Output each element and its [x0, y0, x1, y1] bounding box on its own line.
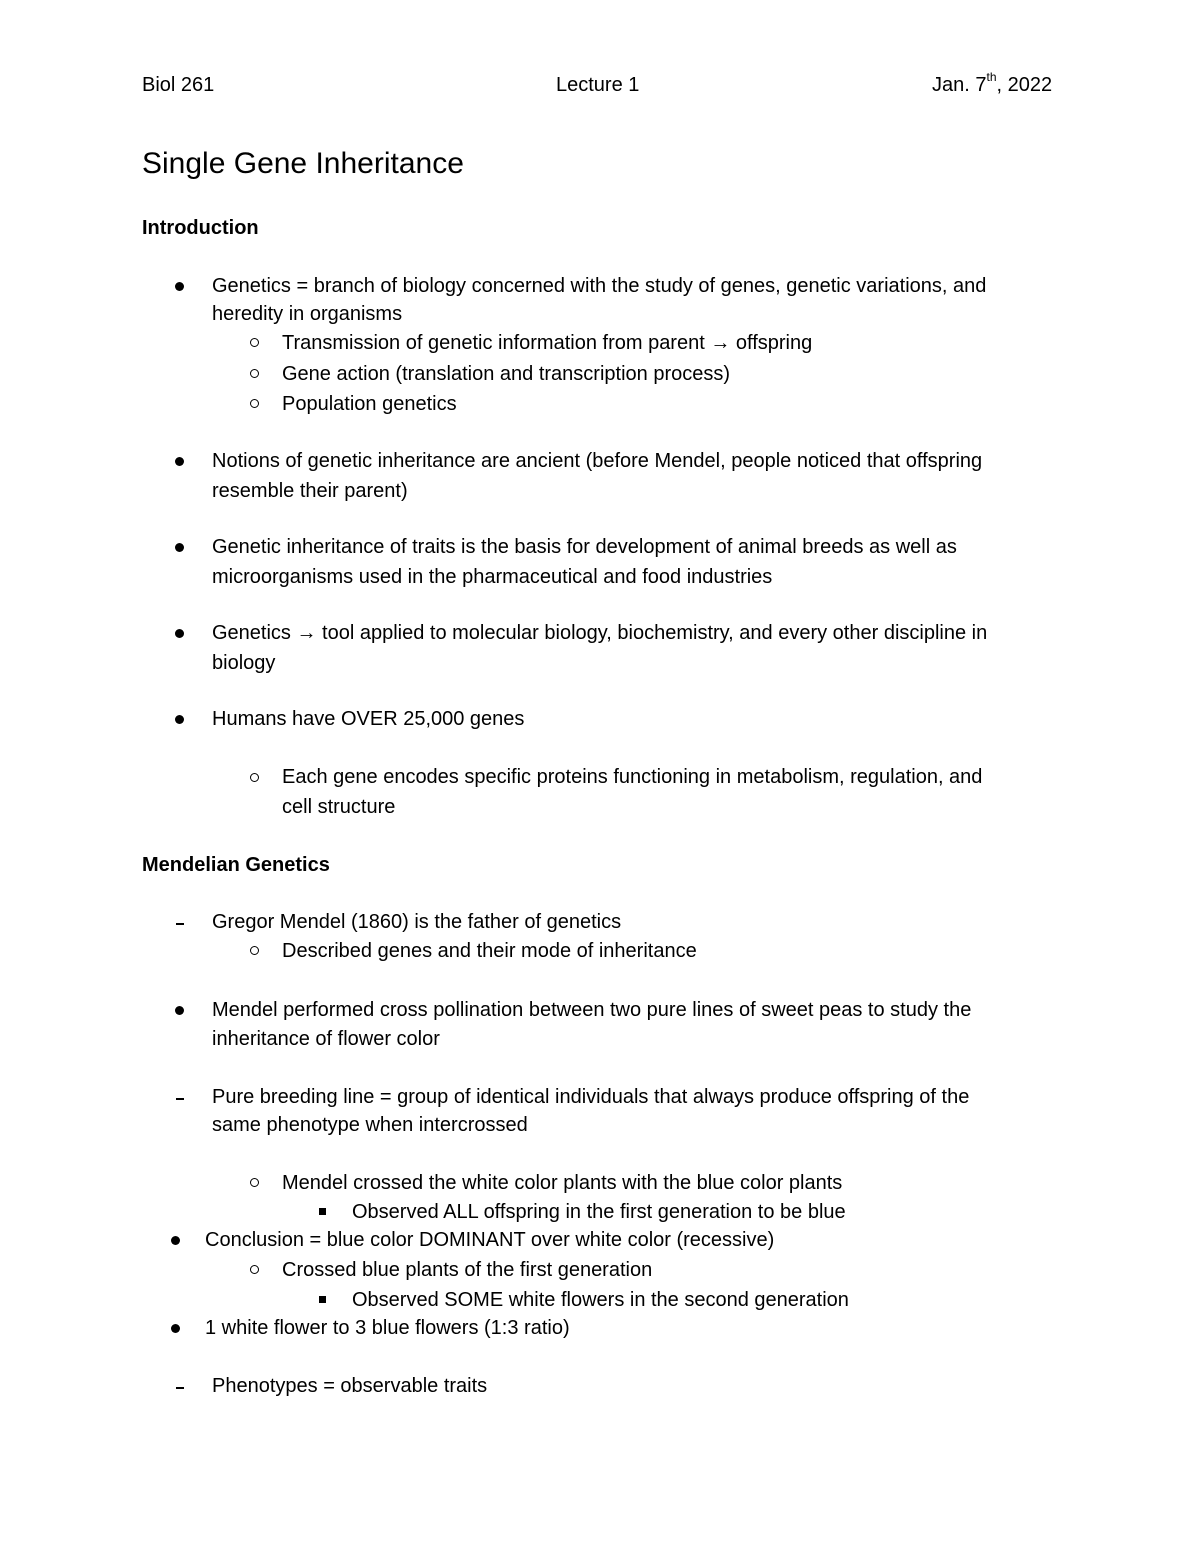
bullet-icon — [175, 715, 184, 724]
section-heading-introduction: Introduction — [142, 217, 259, 239]
list-item: Notions of genetic inheritance are ancient (before Mendel, people noticed that offspring — [212, 450, 983, 472]
list-item: Crossed blue plants of the first generation — [282, 1259, 653, 1281]
list-item: Each gene encodes specific proteins functioning in metabolism, regulation, and — [282, 766, 983, 788]
list-item: Humans have OVER 25,000 genes — [212, 708, 525, 730]
dash-bullet-icon — [176, 1387, 184, 1389]
course-code: Biol 261 — [142, 74, 215, 96]
bullet-icon — [175, 1006, 184, 1015]
dash-bullet-icon — [176, 923, 184, 925]
page-title: Single Gene Inheritance — [142, 147, 464, 180]
list-item: Described genes and their mode of inheritance — [282, 940, 697, 962]
list-item: Population genetics — [282, 393, 457, 415]
section-heading-mendelian-genetics: Mendelian Genetics — [142, 854, 330, 876]
list-item: Genetic inheritance of traits is the basis for development of animal breeds as well as — [212, 536, 957, 558]
sub-bullet-icon — [250, 338, 259, 347]
lecture-date: Jan. 7th, 2022 — [932, 70, 1053, 96]
sub-bullet-icon — [250, 946, 259, 955]
list-item: Observed SOME white flowers in the second generation — [352, 1289, 849, 1311]
list-item: same phenotype when intercrossed — [212, 1114, 528, 1136]
list-item: Mendel crossed the white color plants with the blue color plants — [282, 1172, 843, 1194]
sub-bullet-icon — [250, 1265, 259, 1274]
square-bullet-icon — [319, 1296, 326, 1303]
list-item: Mendel performed cross pollination between two pure lines of sweet peas to study the — [212, 999, 972, 1021]
lecture-number: Lecture 1 — [556, 74, 640, 96]
bullet-icon — [175, 543, 184, 552]
bullet-icon — [175, 282, 184, 291]
list-item: Conclusion = blue color DOMINANT over white color (recessive) — [205, 1229, 775, 1251]
square-bullet-icon — [319, 1208, 326, 1215]
list-item: 1 white flower to 3 blue flowers (1:3 ratio) — [205, 1317, 570, 1339]
list-item: Observed ALL offspring in the first generation to be blue — [352, 1201, 846, 1223]
list-item: heredity in organisms — [212, 303, 403, 325]
list-item: Genetics = branch of biology concerned with the study of genes, genetic variations, and — [212, 275, 987, 297]
bullet-icon — [171, 1236, 180, 1245]
list-item: cell structure — [282, 796, 396, 818]
list-item: biology — [212, 652, 276, 674]
list-item: Phenotypes = observable traits — [212, 1375, 488, 1397]
list-item: Transmission of genetic information from parent → offspring — [282, 332, 813, 354]
list-item: resemble their parent) — [212, 480, 408, 502]
sub-bullet-icon — [250, 773, 259, 782]
list-item: Gregor Mendel (1860) is the father of genetics — [212, 911, 622, 933]
list-item: Gene action (translation and transcription process) — [282, 363, 731, 385]
list-item: Pure breeding line = group of identical individuals that always produce offspring of the — [212, 1086, 970, 1108]
bullet-icon — [171, 1324, 180, 1333]
list-item: Genetics → tool applied to molecular biology, biochemistry, and every other discipline in — [212, 622, 988, 644]
sub-bullet-icon — [250, 399, 259, 408]
bullet-icon — [175, 457, 184, 466]
bullet-icon — [175, 629, 184, 638]
sub-bullet-icon — [250, 369, 259, 378]
list-item: microorganisms used in the pharmaceutical and food industries — [212, 566, 773, 588]
sub-bullet-icon — [250, 1178, 259, 1187]
list-item: inheritance of flower color — [212, 1028, 440, 1050]
dash-bullet-icon — [176, 1098, 184, 1100]
